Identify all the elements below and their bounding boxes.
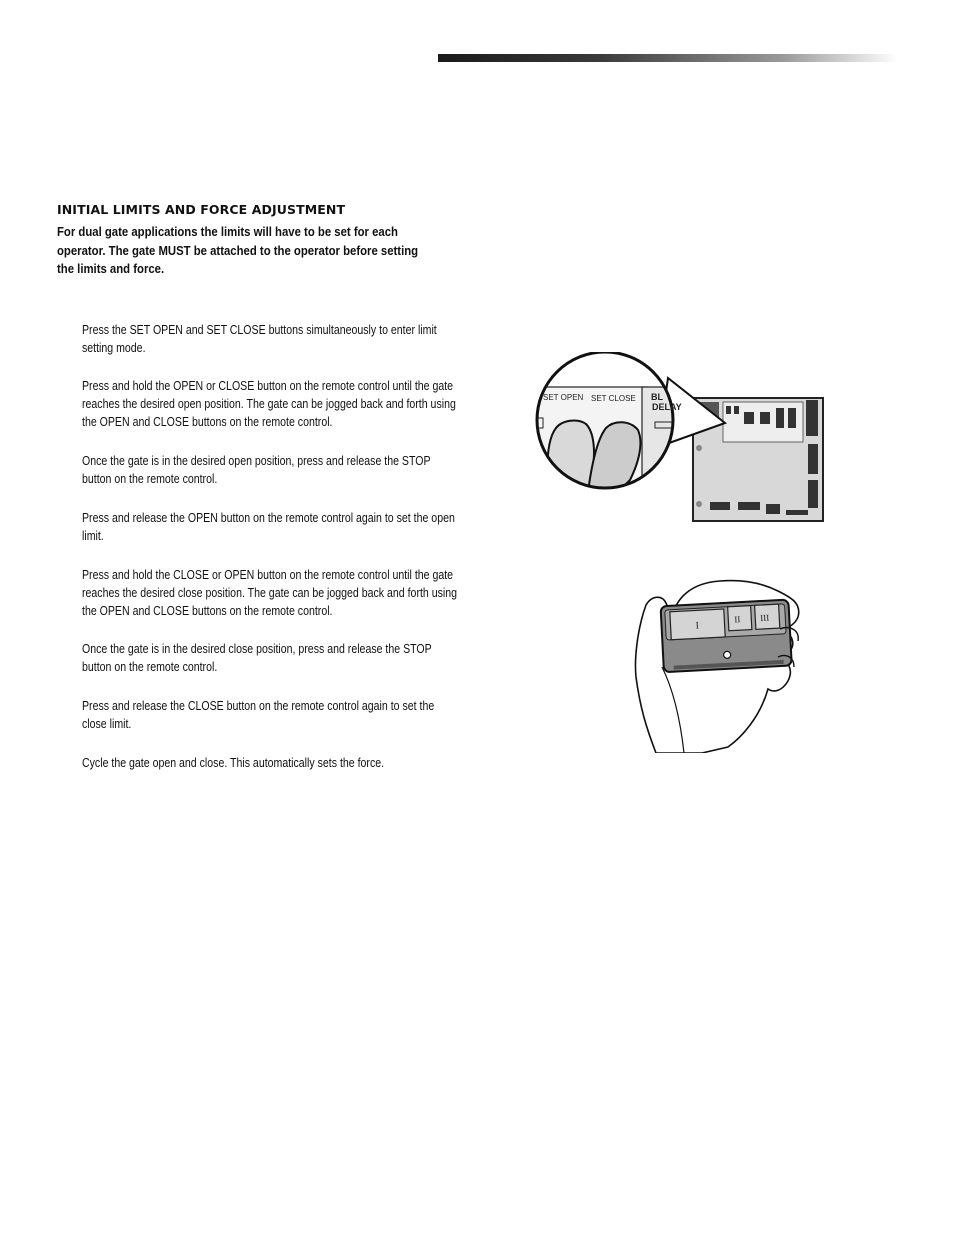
delay-label: DELAY [652, 402, 682, 412]
step-1: Press the SET OPEN and SET CLOSE buttons simultaneously to enter limit setting mode. [82, 323, 437, 355]
step-8: Cycle the gate open and close. This automatically sets the force. [82, 756, 385, 770]
step-3: Once the gate is in the desired open position, press and release the STOP button on the remote control. [82, 454, 431, 486]
bl-label: BL [651, 392, 663, 402]
step-7: Press and release the CLOSE button on the remote control again to set the close limit. [82, 699, 435, 731]
step-6: Once the gate is in the desired close position, press and release the STOP button on the remote control. [82, 642, 432, 674]
set-close-label: SET CLOSE [591, 394, 636, 403]
step-2: Press and hold the OPEN or CLOSE button on the remote control until the gate reaches the desired open position. The gate can be jogged back and forth using the OPEN and CLOSE buttons on the remote control. [82, 379, 456, 429]
remote-control-figure [632, 577, 807, 753]
section-title: INITIAL LIMITS AND FORCE ADJUSTMENT [57, 202, 346, 217]
remote-button-2-label: II [734, 614, 741, 625]
remote-button-1-label: I [695, 620, 700, 632]
set-open-label: SET OPEN [543, 393, 584, 402]
header-rule [438, 54, 898, 62]
control-board-figure [518, 352, 828, 527]
step-4: Press and release the OPEN button on the remote control again to set the open limit. [82, 511, 455, 543]
remote-button-3-label: III [760, 612, 770, 624]
section-intro: For dual gate applications the limits will have to be set for each operator. The gate MUST be attached to the operator before setting the limits and force. [57, 224, 419, 276]
step-5: Press and hold the CLOSE or OPEN button on the remote control until the gate reaches the desired close position. The gate can be jogged back and forth using the OPEN and CLOSE buttons on the remote control. [82, 568, 458, 618]
